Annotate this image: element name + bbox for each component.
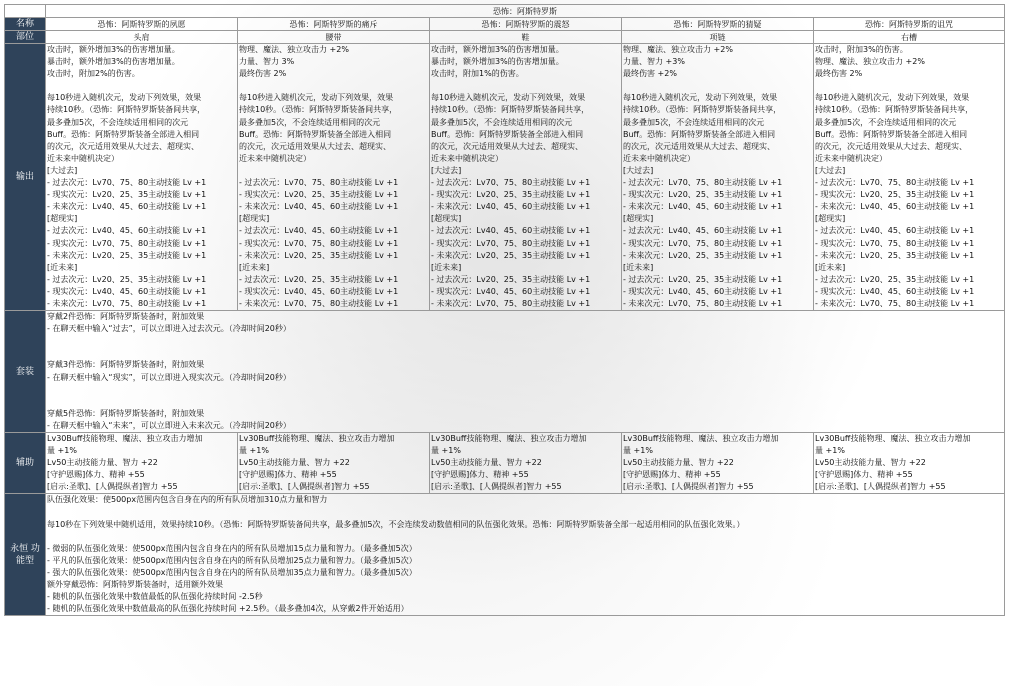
blank-line — [239, 80, 428, 92]
text-line: 攻击时，额外增加3%的伤害增加量。 — [431, 45, 564, 54]
text-line: - 未来次元：Lv40、45、60主动技能 Lv +1 — [431, 202, 591, 212]
text-line: 量 +1% — [239, 446, 269, 456]
text-line: - 现实次元：Lv20、25、35主动技能 Lv +1 — [47, 190, 207, 200]
item-support — [814, 433, 1005, 494]
row-label-output: 输出 — [5, 44, 46, 311]
text-line: [近未来] — [47, 262, 78, 272]
text-line: Lv30Buff技能物理、魔法、独立攻击力增加 — [815, 434, 971, 443]
text-line: - 未来次元：Lv40、45、60主动技能 Lv +1 — [815, 202, 975, 212]
text-line: 近未来中随机决定） — [431, 153, 503, 163]
item-support — [622, 433, 814, 494]
text-line: [守护恩赐]体力、精神 +55 — [47, 470, 145, 480]
text-line: [大过去] — [431, 165, 462, 175]
text-line: 物理、魔法、独立攻击力 +2% — [815, 57, 925, 67]
text-line: - 未来次元：Lv70、75、80主动技能 Lv +1 — [815, 298, 975, 308]
text-line: - 过去次元：Lv40、45、60主动技能 Lv +1 — [431, 226, 591, 236]
text-line: - 过去次元：Lv40、45、60主动技能 Lv +1 — [239, 226, 399, 236]
text-line: - 在聊天框中输入“未来”，可以立即进入未来次元。（冷却时间20秒） — [47, 420, 291, 430]
text-line: 力量、智力 3% — [239, 57, 295, 67]
item-name: 恐怖：阿斯特罗斯的诅咒 — [814, 18, 1005, 31]
text-line: 攻击时，附加1%的伤害。 — [431, 69, 524, 79]
text-line: - 过去次元：Lv20、25、35主动技能 Lv +1 — [815, 274, 975, 284]
blank-line — [47, 347, 1003, 359]
text-line: - 过去次元：Lv20、25、35主动技能 Lv +1 — [623, 274, 783, 284]
text-line: - 现实次元：Lv70、75、80主动技能 Lv +1 — [815, 238, 975, 248]
item-name: 恐怖：阿斯特罗斯的夙愿 — [46, 18, 238, 31]
text-line: [超现实] — [815, 214, 846, 224]
text-line: 额外穿戴恐怖：阿斯特罗斯装备时，适用额外效果 — [47, 580, 223, 590]
text-line: [超现实] — [47, 214, 78, 224]
item-output — [46, 44, 238, 311]
item-name: 恐怖：阿斯特罗斯的猜疑 — [622, 18, 814, 31]
text-line: - 未来次元：Lv40、45、60主动技能 Lv +1 — [47, 202, 207, 212]
text-line: - 未来次元：Lv20、25、35主动技能 Lv +1 — [239, 250, 399, 260]
text-line: [启示:圣歌]、[人偶提纵者]智力 +55 — [47, 482, 178, 492]
output-row — [5, 44, 1005, 311]
text-line: 攻击时，附加3%的伤害。 — [815, 45, 908, 54]
row-label-eternal: 永恒 功能型 — [5, 494, 46, 616]
text-line: - 现实次元：Lv70、75、80主动技能 Lv +1 — [47, 238, 207, 248]
row-label-set: 套装 — [5, 311, 46, 433]
text-line: - 在聊天框中输入“过去”，可以立即进入过去次元。（冷却时间20秒） — [47, 324, 291, 334]
text-line: 穿戴3件恐怖：阿斯特罗斯装备时，附加效果 — [47, 360, 205, 370]
text-line: Lv50主动技能力量、智力 +22 — [623, 458, 734, 468]
text-line: - 过去次元：Lv70、75、80主动技能 Lv +1 — [47, 178, 207, 188]
text-line: [守护恩赐]体力、精神 +55 — [239, 470, 337, 480]
text-line: 最多叠加5次，不会连续适用相同的次元 — [815, 117, 957, 127]
text-line: [近未来] — [623, 262, 654, 272]
text-line: - 未来次元：Lv70、75、80主动技能 Lv +1 — [239, 298, 399, 308]
item-output — [238, 44, 430, 311]
text-line: 最多叠加5次，不会连续适用相同的次元 — [623, 117, 765, 127]
text-line: [近未来] — [431, 262, 462, 272]
text-line: [超现实] — [431, 214, 462, 224]
item-slot: 腰带 — [238, 31, 430, 44]
text-line: - 未来次元：Lv40、45、60主动技能 Lv +1 — [623, 202, 783, 212]
text-line: Lv30Buff技能物理、魔法、独立攻击力增加 — [239, 434, 395, 443]
text-line: [守护恩赐]体力、精神 +55 — [815, 470, 913, 480]
text-line: 最多叠加5次，不会连续适用相同的次元 — [239, 117, 381, 127]
item-output — [430, 44, 622, 311]
item-name: 恐怖：阿斯特罗斯的痛斥 — [238, 18, 430, 31]
text-line: - 强大的队伍强化效果：使500px范围内包含自身在内的所有队员增加35点力量和智力。（最多叠加5次） — [47, 568, 417, 578]
text-line: Lv50主动技能力量、智力 +22 — [431, 458, 542, 468]
blank-line — [47, 80, 236, 92]
text-line: - 过去次元：Lv20、25、35主动技能 Lv +1 — [47, 274, 207, 284]
text-line: - 未来次元：Lv70、75、80主动技能 Lv +1 — [47, 298, 207, 308]
text-line: - 现实次元：Lv70、75、80主动技能 Lv +1 — [431, 238, 591, 248]
item-output — [622, 44, 814, 311]
eternal-effects — [46, 494, 1005, 616]
text-line: - 现实次元：Lv70、75、80主动技能 Lv +1 — [239, 238, 399, 248]
text-line: [启示:圣歌]、[人偶提纵者]智力 +55 — [431, 482, 562, 492]
text-line: - 过去次元：Lv40、45、60主动技能 Lv +1 — [47, 226, 207, 236]
text-line: 的次元，次元适用效果从大过去、超现实、 — [47, 141, 199, 151]
text-line: 攻击时，额外增加3%的伤害增加量。 — [47, 45, 180, 54]
text-line: 的次元，次元适用效果从大过去、超现实、 — [623, 141, 775, 151]
text-line: - 未来次元：Lv70、75、80主动技能 Lv +1 — [431, 298, 591, 308]
text-line: Buff。恐怖：阿斯特罗斯装备全部进入相同 — [47, 129, 200, 139]
text-line: 最终伤害 2% — [239, 69, 287, 79]
item-slot: 头肩 — [46, 31, 238, 44]
text-line: Lv30Buff技能物理、魔法、独立攻击力增加 — [623, 434, 779, 443]
set-effects — [46, 311, 1005, 433]
text-line: 每10秒进入随机次元，发动下列效果，效果 — [815, 93, 970, 103]
text-line: 量 +1% — [47, 446, 77, 456]
text-line: 最多叠加5次，不会连续适用相同的次元 — [47, 117, 189, 127]
blank-line — [47, 384, 1003, 396]
text-line: 暴击时，额外增加3%的伤害增加量。 — [47, 57, 180, 67]
text-line: - 未来次元：Lv40、45、60主动技能 Lv +1 — [239, 202, 399, 212]
text-line: 暴击时，额外增加3%的伤害增加量。 — [431, 57, 564, 67]
eternal-row — [5, 494, 1005, 616]
text-line: [超现实] — [239, 214, 270, 224]
row-label-slot: 部位 — [5, 31, 46, 44]
text-line: - 现实次元：Lv40、45、60主动技能 Lv +1 — [815, 286, 975, 296]
item-slot: 右槽 — [814, 31, 1005, 44]
text-line: 量 +1% — [623, 446, 653, 456]
text-line: 每10秒进入随机次元，发动下列效果，效果 — [623, 93, 778, 103]
blank-line — [47, 531, 1003, 543]
item-support — [46, 433, 238, 494]
text-line: 持续10秒。（恐怖：阿斯特罗斯装备间共享， — [239, 105, 398, 115]
text-line: Lv50主动技能力量、智力 +22 — [239, 458, 350, 468]
text-line: - 在聊天框中输入“现实”，可以立即进入现实次元。（冷却时间20秒） — [47, 372, 291, 382]
text-line: 最终伤害 2% — [815, 69, 863, 79]
text-line: 最终伤害 +2% — [623, 69, 677, 79]
text-line: - 未来次元：Lv20、25、35主动技能 Lv +1 — [431, 250, 591, 260]
text-line: 力量、智力 +3% — [623, 57, 685, 67]
text-line: 每10秒在下列效果中随机适用，效果持续10秒。（恐怖：阿斯特罗斯装备间共享，最多叠加5次，不会连续发动数值相同的队伍强化效果。恐怖：阿斯特罗斯装备全部一起适用相同的队伍强化效果。） — [47, 519, 745, 529]
text-line: 穿戴5件恐怖：阿斯特罗斯装备时，附加效果 — [47, 408, 205, 418]
blank-line — [47, 335, 1003, 347]
support-row — [5, 433, 1005, 494]
text-line: - 现实次元：Lv70、75、80主动技能 Lv +1 — [623, 238, 783, 248]
text-line: - 未来次元：Lv20、25、35主动技能 Lv +1 — [47, 250, 207, 260]
blank-line — [431, 80, 620, 92]
item-support — [238, 433, 430, 494]
item-support — [430, 433, 622, 494]
text-line: - 过去次元：Lv70、75、80主动技能 Lv +1 — [431, 178, 591, 188]
text-line: 每10秒进入随机次元，发动下列效果，效果 — [239, 93, 394, 103]
text-line: 量 +1% — [815, 446, 845, 456]
set-title: 恐怖：阿斯特罗斯 — [46, 5, 1005, 18]
text-line: - 过去次元：Lv70、75、80主动技能 Lv +1 — [623, 178, 783, 188]
text-line: - 未来次元：Lv70、75、80主动技能 Lv +1 — [623, 298, 783, 308]
text-line: 的次元，次元适用效果从大过去、超现实、 — [431, 141, 583, 151]
text-line: [启示:圣歌]、[人偶提纵者]智力 +55 — [623, 482, 754, 492]
text-line: Buff。恐怖：阿斯特罗斯装备全部进入相同 — [815, 129, 968, 139]
text-line: [近未来] — [815, 262, 846, 272]
text-line: - 过去次元：Lv20、25、35主动技能 Lv +1 — [431, 274, 591, 284]
text-line: [守护恩赐]体力、精神 +55 — [431, 470, 529, 480]
item-slot: 项链 — [622, 31, 814, 44]
text-line: 每10秒进入随机次元，发动下列效果，效果 — [431, 93, 586, 103]
text-line: - 现实次元：Lv40、45、60主动技能 Lv +1 — [47, 286, 207, 296]
text-line: - 未来次元：Lv20、25、35主动技能 Lv +1 — [623, 250, 783, 260]
text-line: Buff。恐怖：阿斯特罗斯装备全部进入相同 — [431, 129, 584, 139]
text-line: Lv30Buff技能物理、魔法、独立攻击力增加 — [47, 434, 203, 443]
text-line: 攻击时，附加2%的伤害。 — [47, 69, 140, 79]
text-line: 近未来中随机决定） — [47, 153, 119, 163]
text-line: 量 +1% — [431, 446, 461, 456]
text-line: 物理、魔法、独立攻击力 +2% — [239, 45, 349, 54]
text-line: - 现实次元：Lv40、45、60主动技能 Lv +1 — [239, 286, 399, 296]
blank-line — [47, 396, 1003, 408]
text-line: 持续10秒。（恐怖：阿斯特罗斯装备间共享， — [431, 105, 590, 115]
text-line: 持续10秒。（恐怖：阿斯特罗斯装备间共享， — [47, 105, 206, 115]
text-line: - 现实次元：Lv20、25、35主动技能 Lv +1 — [815, 190, 975, 200]
text-line: - 现实次元：Lv20、25、35主动技能 Lv +1 — [431, 190, 591, 200]
set-row — [5, 311, 1005, 433]
text-line: - 过去次元：Lv40、45、60主动技能 Lv +1 — [623, 226, 783, 236]
text-line: - 现实次元：Lv20、25、35主动技能 Lv +1 — [239, 190, 399, 200]
text-line: [启示:圣歌]、[人偶提纵者]智力 +55 — [815, 482, 946, 492]
text-line: - 未来次元：Lv20、25、35主动技能 Lv +1 — [815, 250, 975, 260]
corner-cell — [5, 5, 46, 18]
text-line: - 随机的队伍强化效果中数值最低的队伍强化持续时间 -2.5秒 — [47, 592, 263, 602]
text-line: Lv50主动技能力量、智力 +22 — [47, 458, 158, 468]
set-title-row — [5, 5, 1005, 18]
text-line: - 现实次元：Lv40、45、60主动技能 Lv +1 — [623, 286, 783, 296]
text-line: - 过去次元：Lv20、25、35主动技能 Lv +1 — [239, 274, 399, 284]
text-line: - 平凡的队伍强化效果：使500px范围内包含自身在内的所有队员增加25点力量和智力。（最多叠加5次） — [47, 555, 417, 565]
text-line: - 过去次元：Lv70、75、80主动技能 Lv +1 — [239, 178, 399, 188]
text-line: 持续10秒。（恐怖：阿斯特罗斯装备间共享， — [623, 105, 782, 115]
text-line: - 随机的队伍强化效果中数值最高的队伍强化持续时间 +2.5秒。（最多叠加4次，从穿戴2件开始适用） — [47, 604, 409, 614]
text-line: 近未来中随机决定） — [623, 153, 695, 163]
text-line: 近未来中随机决定） — [239, 153, 311, 163]
text-line: 队伍强化效果：使500px范围内包含自身在内的所有队员增加310点力量和智力 — [47, 495, 328, 505]
equipment-table — [4, 4, 1005, 616]
text-line: - 微弱的队伍强化效果：使500px范围内包含自身在内的所有队员增加15点力量和智力。（最多叠加5次） — [47, 543, 417, 553]
blank-line — [239, 165, 428, 177]
text-line: [近未来] — [239, 262, 270, 272]
text-line: [大过去] — [815, 165, 846, 175]
text-line: 持续10秒。（恐怖：阿斯特罗斯装备间共享， — [815, 105, 974, 115]
text-line: [启示:圣歌]、[人偶提纵者]智力 +55 — [239, 482, 370, 492]
text-line: [大过去] — [47, 165, 78, 175]
text-line: Buff。恐怖：阿斯特罗斯装备全部进入相同 — [623, 129, 776, 139]
name-row — [5, 18, 1005, 31]
text-line: [大过去] — [623, 165, 654, 175]
text-line: - 过去次元：Lv40、45、60主动技能 Lv +1 — [815, 226, 975, 236]
text-line: [守护恩赐]体力、精神 +55 — [623, 470, 721, 480]
text-line: Buff。恐怖：阿斯特罗斯装备全部进入相同 — [239, 129, 392, 139]
blank-line — [47, 507, 1003, 519]
item-slot: 鞋 — [430, 31, 622, 44]
text-line: Lv30Buff技能物理、魔法、独立攻击力增加 — [431, 434, 587, 443]
text-line: 每10秒进入随机次元，发动下列效果，效果 — [47, 93, 202, 103]
text-line: 物理、魔法、独立攻击力 +2% — [623, 45, 733, 54]
text-line: 穿戴2件恐怖：阿斯特罗斯装备时，附加效果 — [47, 312, 205, 322]
text-line: - 现实次元：Lv20、25、35主动技能 Lv +1 — [623, 190, 783, 200]
text-line: 的次元，次元适用效果从大过去、超现实、 — [239, 141, 391, 151]
text-line: 最多叠加5次，不会连续适用相同的次元 — [431, 117, 573, 127]
text-line: 近未来中随机决定） — [815, 153, 887, 163]
text-line: Lv50主动技能力量、智力 +22 — [815, 458, 926, 468]
text-line: - 现实次元：Lv40、45、60主动技能 Lv +1 — [431, 286, 591, 296]
text-line: 的次元，次元适用效果从大过去、超现实、 — [815, 141, 967, 151]
row-label-support: 辅助 — [5, 433, 46, 494]
item-output — [814, 44, 1005, 311]
row-label-name: 名称 — [5, 18, 46, 31]
item-name: 恐怖：阿斯特罗斯的震怒 — [430, 18, 622, 31]
text-line: - 过去次元：Lv70、75、80主动技能 Lv +1 — [815, 178, 975, 188]
blank-line — [623, 80, 812, 92]
slot-row — [5, 31, 1005, 44]
blank-line — [815, 80, 1003, 92]
text-line: [超现实] — [623, 214, 654, 224]
